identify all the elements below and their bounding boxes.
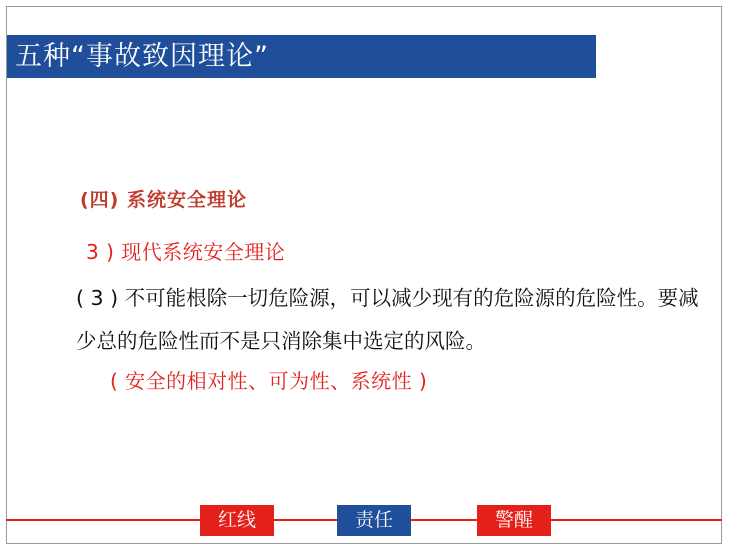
tag-alert: 警醒 [477, 505, 551, 536]
slide-title: 五种“事故致因理论” [7, 35, 596, 78]
tag-responsibility: 责任 [337, 505, 411, 536]
body-paragraph: ( 3 ) 不可能根除一切危险源，可以减少现有的危险源的危险性。要减少总的危险性而不是只消除集中选定的风险。 [76, 286, 699, 353]
note-text: ( 安全的相对性、可为性、系统性 ) [110, 369, 428, 393]
slide-frame [6, 6, 722, 544]
sub-heading: 3 ) 现代系统安全理论 [86, 240, 286, 264]
tag-red-line: 红线 [200, 505, 274, 536]
section-heading: (四) 系统安全理论 [80, 189, 247, 211]
